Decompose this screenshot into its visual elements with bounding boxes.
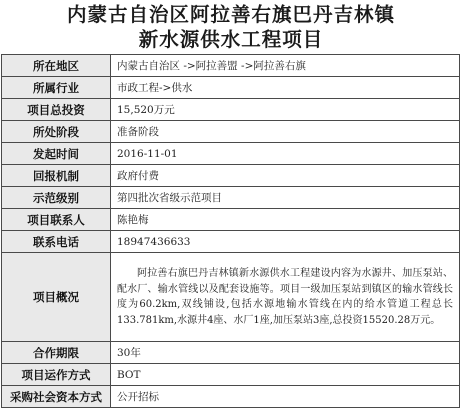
row-label-procurement-method: 采购社会资本方式	[2, 386, 111, 408]
table-row	[2, 77, 460, 99]
page-title	[0, 0, 462, 54]
row-label-stage: 所处阶段	[2, 121, 111, 143]
title-line-1: 内蒙古自治区阿拉善右旗巴丹吉林镇	[66, 3, 395, 26]
row-value-operation-mode: BOT	[111, 364, 460, 386]
title-line-2: 新水源供水工程项目	[138, 28, 324, 51]
row-label-return-mechanism: 回报机制	[2, 165, 111, 187]
row-label-operation-mode: 项目运作方式	[2, 364, 111, 386]
overview-text: 阿拉善右旗巴丹吉林镇新水源供水工程建设内容为水源井、加压泵站、配水厂、输水管线以及配套设施等。项目一级加压泵站到镇区的输水管线长度为60.2km,双线铺设,包括水源地输水管线在内的给水管道工程总长133.781km,水源井4座、水厂1座,加压泵站3座,总投资15520.28万元。	[117, 268, 453, 326]
table-row	[2, 342, 460, 364]
row-value-industry: 市政工程->供水	[111, 77, 460, 99]
row-value-cooperation-period: 30年	[111, 342, 460, 364]
table-row	[2, 231, 460, 253]
row-value-launch-date: 2016-11-01	[111, 143, 460, 165]
table-row	[2, 253, 460, 342]
row-value-stage: 准备阶段	[111, 121, 460, 143]
row-label-phone: 联系电话	[2, 231, 111, 253]
row-value-return-mechanism: 政府付费	[111, 165, 460, 187]
table-row	[2, 165, 460, 187]
row-value-phone: 18947436633	[111, 231, 460, 253]
row-label-launch-date: 发起时间	[2, 143, 111, 165]
row-value-procurement-method: 公开招标	[111, 386, 460, 408]
row-label-region: 所在地区	[2, 55, 111, 77]
table-row	[2, 364, 460, 386]
row-label-overview: 项目概况	[2, 253, 111, 342]
row-label-industry: 所属行业	[2, 77, 111, 99]
row-value-region: 内蒙古自治区 ->阿拉善盟 ->阿拉善右旗	[111, 55, 460, 77]
row-label-demo-level: 示范级别	[2, 187, 111, 209]
row-value-total-investment: 15,520万元	[111, 99, 460, 121]
row-label-contact-person: 项目联系人	[2, 209, 111, 231]
table-row	[2, 209, 460, 231]
row-value-overview	[111, 253, 460, 342]
row-label-total-investment: 项目总投资	[2, 99, 111, 121]
table-row	[2, 386, 460, 408]
row-value-demo-level: 第四批次省级示范项目	[111, 187, 460, 209]
table-row	[2, 187, 460, 209]
table-row	[2, 143, 460, 165]
row-value-contact-person: 陈艳梅	[111, 209, 460, 231]
table-row	[2, 55, 460, 77]
table-row	[2, 121, 460, 143]
table-row	[2, 99, 460, 121]
project-info-table	[1, 54, 460, 408]
row-label-cooperation-period: 合作期限	[2, 342, 111, 364]
